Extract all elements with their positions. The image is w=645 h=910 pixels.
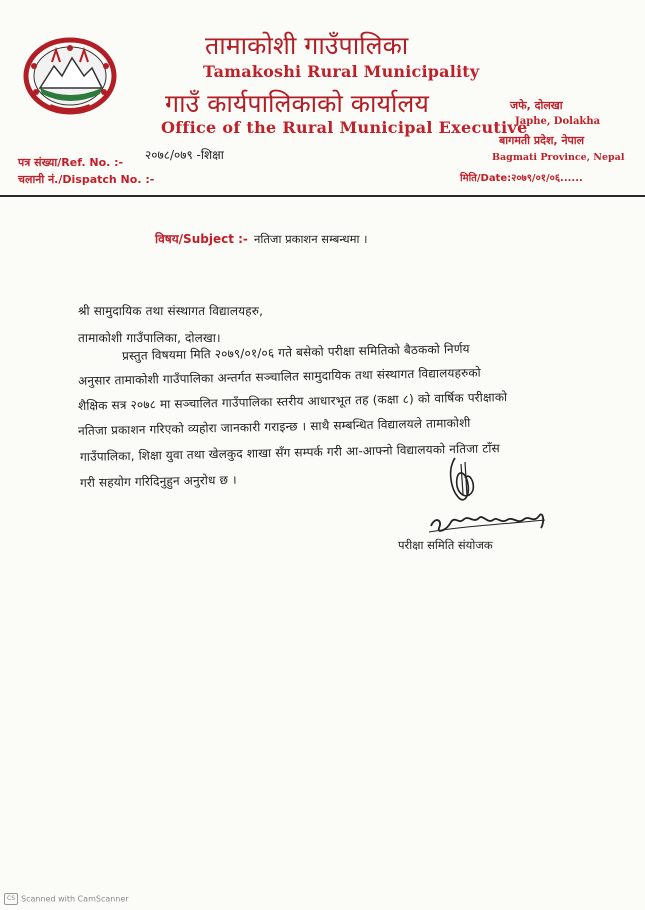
office-title-en: Tamakoshi Rural Municipality	[203, 62, 480, 81]
nepal-emblem-icon	[22, 36, 118, 116]
body-line: गरी सहयोग गरिदिनुहुन अनुरोध छ ।	[79, 472, 237, 490]
executive-title-np: गाउँ कार्यपालिकाको कार्यालय	[165, 89, 429, 118]
signatory-title: परीक्षा समिति संयोजक	[398, 538, 493, 552]
body-line: प्रस्तुत विषयमा मिति २०७९/०१/०६ गते बसेको परीक्षा समितिको बैठकको निर्णय	[121, 341, 470, 363]
scanner-text: Scanned with CamScanner	[21, 894, 129, 904]
header-divider	[0, 195, 645, 197]
body-line: गाउँपालिका, शिक्षा युवा तथा खेलकुद शाखा सँग सम्पर्क गरी आ-आफ्नो विद्यालयको नतिजा टाँस	[79, 441, 500, 464]
subject-text: नतिजा प्रकाशन सम्बन्धमा ।	[254, 232, 368, 246]
dispatch-label: चलानी नं./Dispatch No. :-	[18, 173, 155, 186]
addressee-line: तामाकोशी गाउँपालिका, दोलखा।	[78, 331, 221, 345]
ref-value: २०७८/०७९ -शिक्षा	[145, 148, 224, 162]
scanner-watermark	[4, 893, 129, 905]
date-label: मिति/Date:२०७९/०१/०६......	[460, 173, 583, 184]
body-line: अनुसार तामाकोशी गाउँपालिका अन्तर्गत सञ्चालित सामुदायिक तथा संस्थागत विद्यालयहरुको	[77, 365, 481, 388]
camscanner-icon: CS	[4, 893, 18, 905]
handwritten-signature	[425, 450, 550, 540]
addressee-line: श्री सामुदायिक तथा संस्थागत विद्यालयहरु,	[78, 304, 264, 318]
body-line: शैक्षिक सत्र २०७८ मा सञ्चालित गाउँपालिका स्तरीय आधारभूत तह (कक्षा ८) को वार्षिक परीक्षाको	[77, 390, 508, 413]
office-title-np: तामाकोशी गाउँपालिका	[205, 31, 409, 60]
subject-label: विषय/Subject :-	[155, 232, 248, 246]
ref-label: पत्र संख्या/Ref. No. :-	[18, 156, 124, 169]
address-np: जफे, दोलखा	[510, 99, 563, 112]
body-line: नतिजा प्रकाशन गरिएको व्यहोरा जानकारी गराइन्छ । साथै सम्बन्धित विद्यालयले तामाकोशी	[77, 415, 471, 438]
address-en: Japhe, Dolakha	[515, 116, 601, 127]
executive-title-en: Office of the Rural Municipal Executive	[161, 118, 528, 137]
province-en: Bagmati Province, Nepal	[492, 152, 625, 163]
province-np: बागमती प्रदेश, नेपाल	[499, 134, 585, 147]
